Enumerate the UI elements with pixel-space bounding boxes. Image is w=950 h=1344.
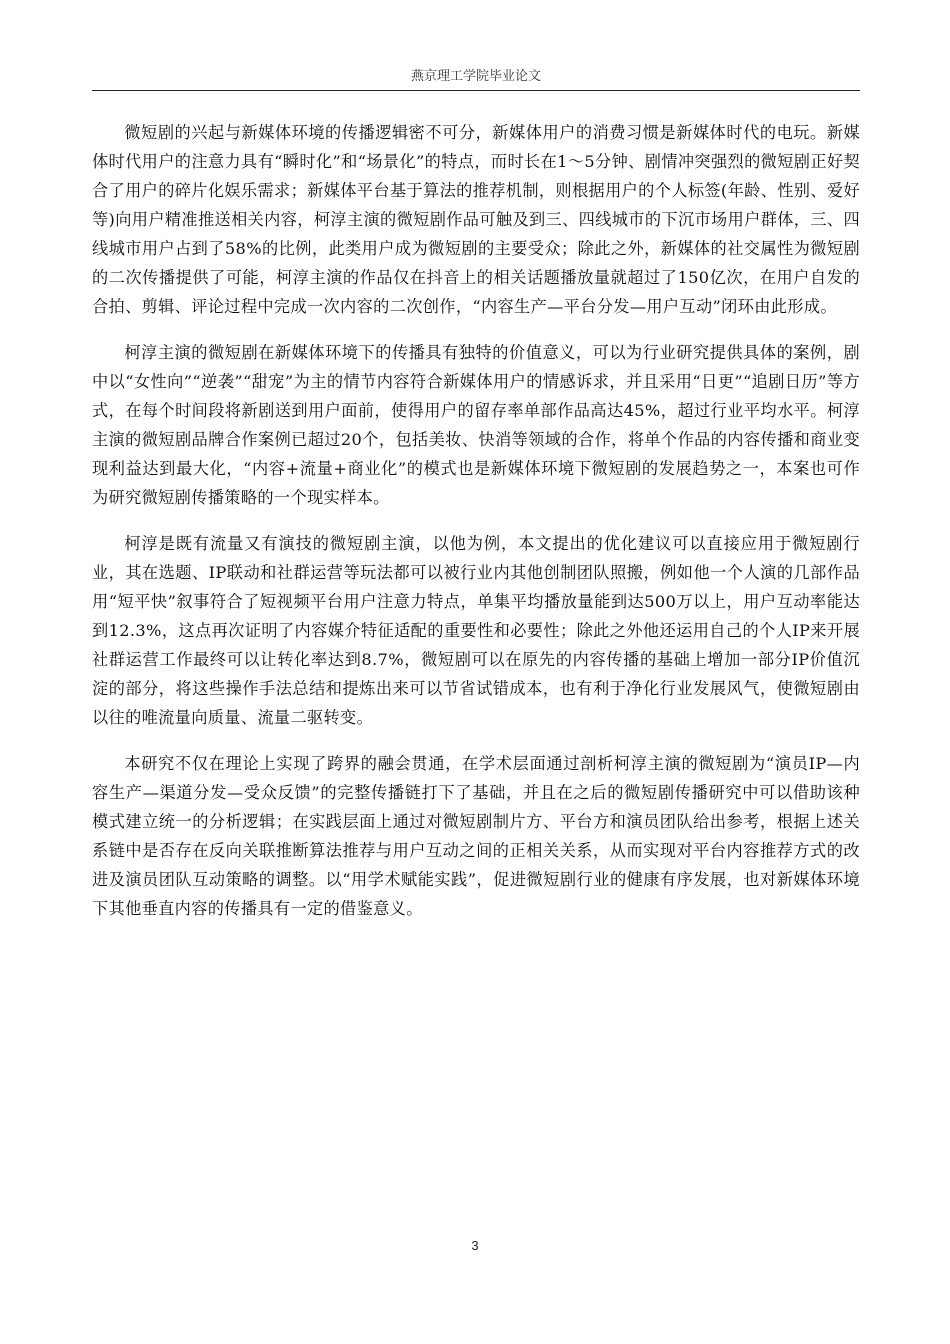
document-body: [92, 118, 860, 940]
page-number: 3: [471, 1238, 479, 1253]
page-header: [92, 68, 860, 91]
paragraph: 柯淳是既有流量又有演技的微短剧主演，以他为例，本文提出的优化建议可以直接应用于微短剧行业，其在选题、IP联动和社群运营等玩法都可以被行业内其他创制团队照搬，例如他一个人演的几部作品用“短平快”叙事符合了短视频平台用户注意力特点，单集平均播放量能到达500万以上，用户互动率能达到12.3%，这点再次证明了内容媒介特征适配的重要性和必要性；除此之外他还运用自己的个人IP来开展社群运营工作最终可以让转化率达到8.7%，微短剧可以在原先的内容传播的基础上增加一部分IP价值沉淀的部分，将这些操作手法总结和提炼出来可以节省试错成本，也有利于净化行业发展风气，使微短剧由以往的唯流量向质量、流量二驱转变。: [92, 534, 860, 727]
header-title: 燕京理工学院毕业论文: [410, 69, 541, 84]
paragraph: 本研究不仅在理论上实现了跨界的融会贯通，在学术层面通过剖析柯淳主演的微短剧为“演员IP—内容生产—渠道分发—受众反馈”的完整传播链打下了基础，并且在之后的微短剧传播研究中可以借助该种模式建立统一的分析逻辑；在实践层面上通过对微短剧制片方、平台方和演员团队给出参考，根据上述关系链中是否存在反向关联推断算法推荐与用户互动之间的正相关关系，从而实现对平台内容推荐方式的改进及演员团队互动策略的调整。以“用学术赋能实践”，促进微短剧行业的健康有序发展，也对新媒体环境下其他垂直内容的传播具有一定的借鉴意义。: [92, 754, 860, 918]
paragraph: 微短剧的兴起与新媒体环境的传播逻辑密不可分，新媒体用户的消费习惯是新媒体时代的电玩。新媒体时代用户的注意力具有“瞬时化”和“场景化”的特点，而时长在1～5分钟、剧情冲突强烈的微短剧正好契合了用户的碎片化娱乐需求；新媒体平台基于算法的推荐机制，则根据用户的个人标签(年龄、性别、爱好等)向用户精准推送相关内容，柯淳主演的微短剧作品可触及到三、四线城市的下沉市场用户群体，三、四线城市用户占到了58%的比例，此类用户成为微短剧的主要受众；除此之外，新媒体的社交属性为微短剧的二次传播提供了可能，柯淳主演的作品仅在抖音上的相关话题播放量就超过了150亿次，在用户自发的合拍、剪辑、评论过程中完成一次内容的二次创作，“内容生产—平台分发—用户互动”闭环由此形成。: [92, 123, 860, 316]
paragraph: 柯淳主演的微短剧在新媒体环境下的传播具有独特的价值意义，可以为行业研究提供具体的案例，剧中以“女性向”“逆袭”“甜宠”为主的情节内容符合新媒体用户的情感诉求，并且采用“日更”“追剧日历”等方式，在每个时间段将新剧送到用户面前，使得用户的留存率单部作品高达45%，超过行业平均水平。柯淳主演的微短剧品牌合作案例已超过20个，包括美妆、快消等领域的合作，将单个作品的内容传播和商业变现利益达到最大化，“内容+流量+商业化”的模式也是新媒体环境下微短剧的发展趋势之一，本案也可作为研究微短剧传播策略的一个现实样本。: [92, 343, 860, 507]
